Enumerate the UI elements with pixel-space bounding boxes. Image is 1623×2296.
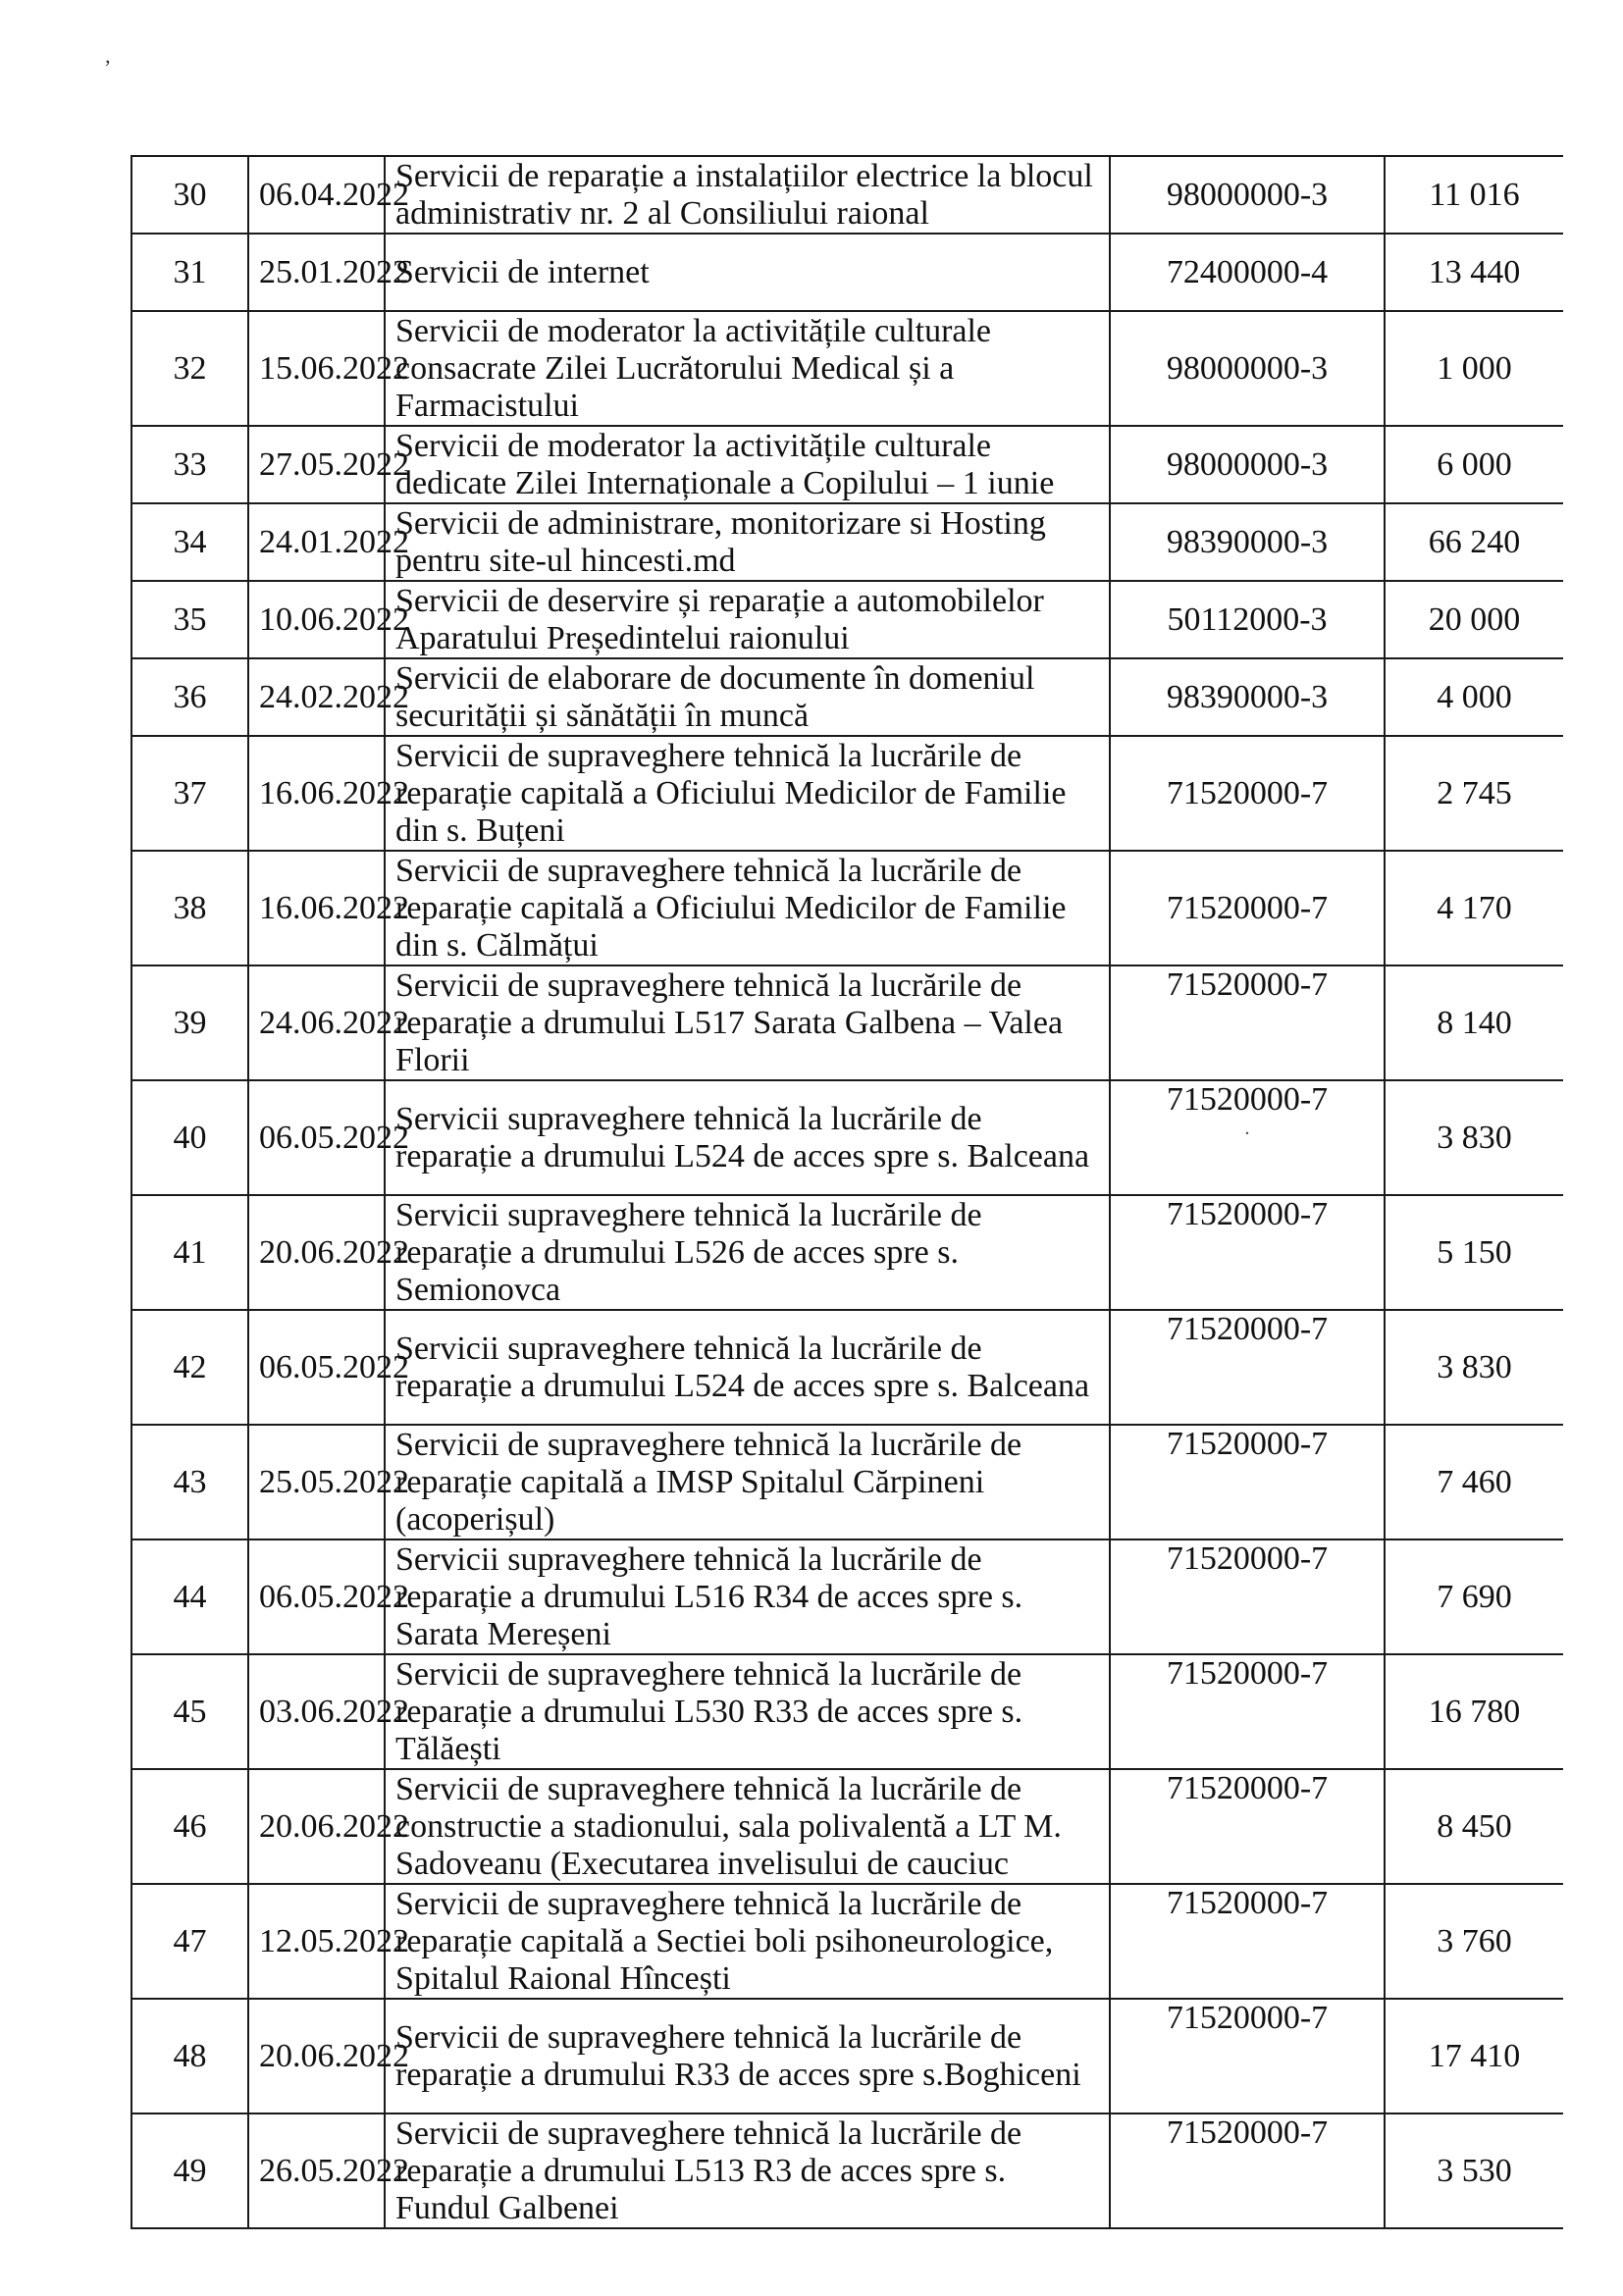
cpv-code: 71520000-7 xyxy=(1166,966,1329,1003)
cpv-code-cell xyxy=(1110,1310,1385,1425)
page-mark: ‚ xyxy=(104,43,112,68)
amount-cell: 3 830 xyxy=(1385,1080,1563,1195)
cpv-code: 50112000-3 xyxy=(1167,600,1328,638)
row-number-cell: 38 xyxy=(131,851,248,965)
table-row xyxy=(131,1425,1563,1539)
table-row xyxy=(131,581,1563,658)
cpv-code: 72400000-4 xyxy=(1166,253,1329,290)
cpv-code: 98000000-3 xyxy=(1166,349,1329,387)
contract-date-cell: 27.05.2022 xyxy=(248,426,385,503)
contract-date-cell: 03.06.2022 xyxy=(248,1654,385,1769)
row-number-cell: 40 xyxy=(131,1080,248,1195)
amount-cell: 4 170 xyxy=(1385,851,1563,965)
cpv-code-cell xyxy=(1110,965,1385,1080)
table-row xyxy=(131,2113,1563,2228)
contract-date-cell: 16.06.2022 xyxy=(248,851,385,965)
row-number-cell: 39 xyxy=(131,965,248,1080)
row-number-cell: 49 xyxy=(131,2113,248,2228)
cpv-code-cell xyxy=(1110,311,1385,426)
table-row xyxy=(131,156,1563,234)
cpv-code: 71520000-7 xyxy=(1166,1885,1329,1921)
contract-date-cell: 20.06.2022 xyxy=(248,1769,385,1884)
row-number-cell: 35 xyxy=(131,581,248,658)
cpv-code-cell xyxy=(1110,503,1385,581)
contract-date-cell: 24.02.2022 xyxy=(248,658,385,736)
cpv-code-cell xyxy=(1110,1999,1385,2113)
service-description-cell: Servicii de moderator la activitățile culturale dedicate Zilei Internaționale a Copilului – 1 iunie xyxy=(385,426,1110,503)
table-row xyxy=(131,851,1563,965)
amount-cell: 6 000 xyxy=(1385,426,1563,503)
service-description-cell: Servicii de administrare, monitorizare si Hosting pentru site-ul hincesti.md xyxy=(385,503,1110,581)
amount-cell: 16 780 xyxy=(1385,1654,1563,1769)
cpv-code-cell xyxy=(1110,1769,1385,1884)
cpv-code-cell xyxy=(1110,426,1385,503)
amount-cell: 8 450 xyxy=(1385,1769,1563,1884)
service-description-cell: Servicii de supraveghere tehnică la lucrările de reparație a drumului R33 de acces spre s.Boghiceni xyxy=(385,1999,1110,2113)
table-row xyxy=(131,965,1563,1080)
service-description-cell: Servicii supraveghere tehnică la lucrările de reparație a drumului L524 de acces spre s. Balceana xyxy=(385,1080,1110,1195)
contract-date-cell: 24.01.2022 xyxy=(248,503,385,581)
amount-cell: 7 690 xyxy=(1385,1539,1563,1654)
amount-cell: 11 016 xyxy=(1385,156,1563,234)
cpv-code-cell xyxy=(1110,1195,1385,1310)
amount-cell: 2 745 xyxy=(1385,736,1563,851)
service-description-cell: Servicii supraveghere tehnică la lucrările de reparație a drumului L516 R34 de acces spre s. Sarata Mereșeni xyxy=(385,1539,1110,1654)
cpv-code: 71520000-7 xyxy=(1166,1311,1329,1347)
cpv-code: 98000000-3 xyxy=(1166,176,1329,213)
table-row xyxy=(131,503,1563,581)
row-number-cell: 42 xyxy=(131,1310,248,1425)
row-number-cell: 30 xyxy=(131,156,248,234)
contract-date-cell: 16.06.2022 xyxy=(248,736,385,851)
cpv-code: 71520000-7 xyxy=(1166,1770,1329,1806)
table-row xyxy=(131,1769,1563,1884)
cpv-code-cell xyxy=(1110,736,1385,851)
cpv-code-cell xyxy=(1110,1654,1385,1769)
amount-cell: 5 150 xyxy=(1385,1195,1563,1310)
contract-date-cell: 06.05.2022 xyxy=(248,1310,385,1425)
table-row xyxy=(131,1654,1563,1769)
amount-cell: 13 440 xyxy=(1385,234,1563,311)
cpv-code-cell xyxy=(1110,1080,1385,1195)
row-number-cell: 47 xyxy=(131,1884,248,1999)
amount-cell: 3 830 xyxy=(1385,1310,1563,1425)
service-description-cell: Servicii de supraveghere tehnică la lucrările de reparație capitală a Oficiului Medicilor de Familie din s. Călmățui xyxy=(385,851,1110,965)
amount-cell: 1 000 xyxy=(1385,311,1563,426)
contract-date-cell: 20.06.2022 xyxy=(248,1195,385,1310)
row-number-cell: 45 xyxy=(131,1654,248,1769)
cpv-code: 71520000-7 xyxy=(1166,889,1329,926)
table-row xyxy=(131,736,1563,851)
amount-cell: 3 760 xyxy=(1385,1884,1563,1999)
row-number-cell: 46 xyxy=(131,1769,248,1884)
row-number-cell: 41 xyxy=(131,1195,248,1310)
contract-date-cell: 06.05.2022 xyxy=(248,1539,385,1654)
row-number-cell: 48 xyxy=(131,1999,248,2113)
cpv-code: 71520000-7 xyxy=(1166,1540,1329,1577)
cpv-code: 98390000-3 xyxy=(1166,523,1329,560)
service-description-cell: Servicii supraveghere tehnică la lucrările de reparație a drumului L524 de acces spre s. Balceana xyxy=(385,1310,1110,1425)
table-row xyxy=(131,1539,1563,1654)
amount-cell: 4 000 xyxy=(1385,658,1563,736)
row-number-cell: 37 xyxy=(131,736,248,851)
cpv-stray-mark: . xyxy=(1244,1118,1250,1139)
table-row xyxy=(131,234,1563,311)
service-description-cell: Servicii de elaborare de documente în domeniul securității și sănătății în muncă xyxy=(385,658,1110,736)
contract-date-cell: 12.05.2022 xyxy=(248,1884,385,1999)
service-description-cell: Servicii de moderator la activitățile culturale consacrate Zilei Lucrătorului Medical și a Farmacistului xyxy=(385,311,1110,426)
amount-cell: 17 410 xyxy=(1385,1999,1563,2113)
contract-date-cell: 06.05.2022 xyxy=(248,1080,385,1195)
amount-cell: 66 240 xyxy=(1385,503,1563,581)
contract-date-cell: 06.04.2022 xyxy=(248,156,385,234)
contract-date-cell: 15.06.2022 xyxy=(248,311,385,426)
service-description-cell: Servicii de reparație a instalațiilor electrice la blocul administrativ nr. 2 al Consiliului raional xyxy=(385,156,1110,234)
cpv-code: 98000000-3 xyxy=(1166,445,1329,483)
row-number-cell: 36 xyxy=(131,658,248,736)
cpv-code: 71520000-7 xyxy=(1166,1081,1329,1118)
amount-cell: 20 000 xyxy=(1385,581,1563,658)
contract-date-cell: 26.05.2022 xyxy=(248,2113,385,2228)
row-number-cell: 34 xyxy=(131,503,248,581)
service-description-cell: Servicii de supraveghere tehnică la lucrările de reparație capitală a IMSP Spitalul Cărpineni (acoperișul) xyxy=(385,1425,1110,1539)
row-number-cell: 31 xyxy=(131,234,248,311)
contract-date-cell: 24.06.2022 xyxy=(248,965,385,1080)
cpv-code-cell xyxy=(1110,1539,1385,1654)
service-description-cell: Servicii de supraveghere tehnică la lucrările de reparație a drumului L530 R33 de acces spre s. Tălăești xyxy=(385,1654,1110,1769)
cpv-code: 71520000-7 xyxy=(1166,774,1329,811)
cpv-code-cell xyxy=(1110,851,1385,965)
row-number-cell: 43 xyxy=(131,1425,248,1539)
cpv-code-cell xyxy=(1110,156,1385,234)
contract-date-cell: 25.05.2022 xyxy=(248,1425,385,1539)
service-description-cell: Servicii de supraveghere tehnică la lucrările de reparație capitală a Sectiei boli psihoneurologice, Spitalul Raional Hîncești xyxy=(385,1884,1110,1999)
cpv-code: 71520000-7 xyxy=(1166,2000,1329,2036)
service-description-cell: Servicii de supraveghere tehnică la lucrările de reparație capitală a Oficiului Medicilor de Familie din s. Buțeni xyxy=(385,736,1110,851)
service-description-cell: Servicii de supraveghere tehnică la lucrările de constructie a stadionului, sala polivalentă a LT M. Sadoveanu (Executarea invelisului de cauciuc xyxy=(385,1769,1110,1884)
row-number-cell: 32 xyxy=(131,311,248,426)
table-row xyxy=(131,658,1563,736)
service-description-cell: Servicii supraveghere tehnică la lucrările de reparație a drumului L526 de acces spre s. Semionovca xyxy=(385,1195,1110,1310)
table-row xyxy=(131,1310,1563,1425)
procurement-table xyxy=(131,155,1563,2229)
amount-cell: 8 140 xyxy=(1385,965,1563,1080)
table-row xyxy=(131,311,1563,426)
cpv-code-cell xyxy=(1110,1884,1385,1999)
cpv-code: 71520000-7 xyxy=(1166,2114,1329,2151)
service-description-cell: Servicii de internet xyxy=(385,234,1110,311)
row-number-cell: 44 xyxy=(131,1539,248,1654)
service-description-cell: Servicii de deservire și reparație a automobilelor Aparatului Președintelui raionului xyxy=(385,581,1110,658)
table-row xyxy=(131,1999,1563,2113)
cpv-code-cell xyxy=(1110,1425,1385,1539)
cpv-code-cell xyxy=(1110,234,1385,311)
table-row xyxy=(131,1884,1563,1999)
service-description-cell: Servicii de supraveghere tehnică la lucrările de reparație a drumului L513 R3 de acces spre s. Fundul Galbenei xyxy=(385,2113,1110,2228)
table-row xyxy=(131,426,1563,503)
row-number-cell: 33 xyxy=(131,426,248,503)
cpv-code: 71520000-7 xyxy=(1166,1426,1329,1462)
cpv-code-cell xyxy=(1110,581,1385,658)
table-body xyxy=(131,156,1563,2228)
amount-cell: 3 530 xyxy=(1385,2113,1563,2228)
cpv-code: 71520000-7 xyxy=(1166,1655,1329,1692)
contract-date-cell: 25.01.2022 xyxy=(248,234,385,311)
amount-cell: 7 460 xyxy=(1385,1425,1563,1539)
contract-date-cell: 10.06.2022 xyxy=(248,581,385,658)
cpv-code-cell xyxy=(1110,2113,1385,2228)
table-row xyxy=(131,1080,1563,1195)
table-row xyxy=(131,1195,1563,1310)
cpv-code: 71520000-7 xyxy=(1166,1196,1329,1232)
contract-date-cell: 20.06.2022 xyxy=(248,1999,385,2113)
cpv-code-cell xyxy=(1110,658,1385,736)
cpv-code: 98390000-3 xyxy=(1166,678,1329,715)
service-description-cell: Servicii de supraveghere tehnică la lucrările de reparație a drumului L517 Sarata Galbena – Valea Florii xyxy=(385,965,1110,1080)
